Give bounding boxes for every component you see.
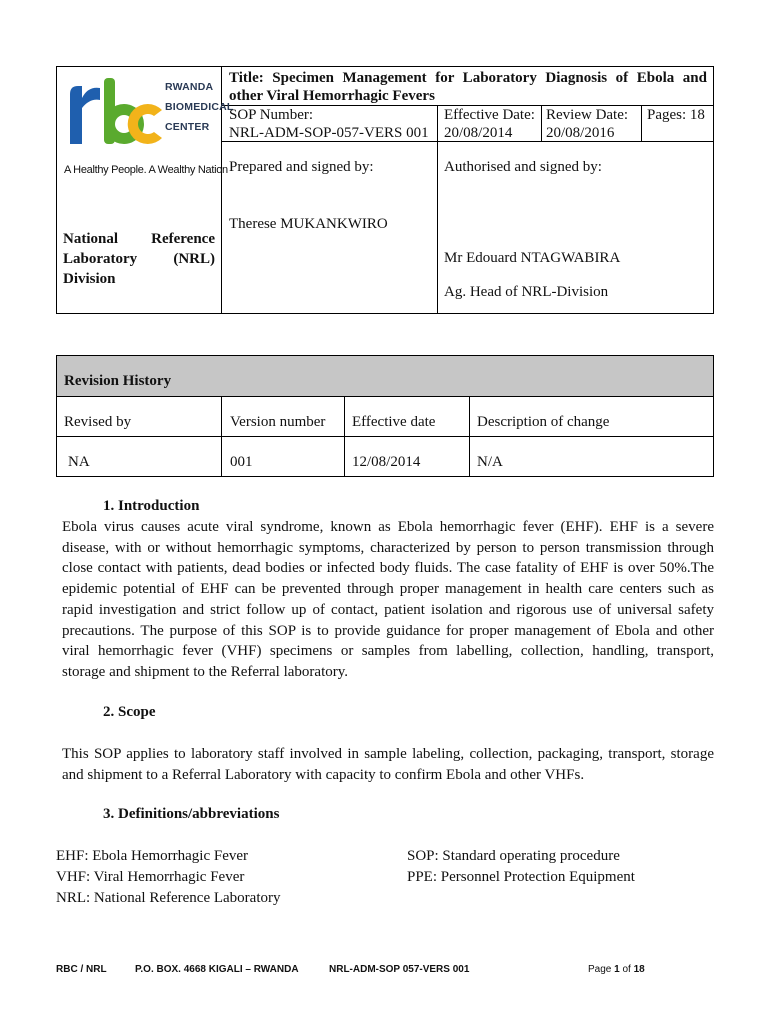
table-cell: N/A — [477, 454, 503, 470]
column-header: Version number — [230, 414, 326, 430]
footer-org: RBC / NRL — [56, 964, 107, 975]
column-header: Description of change — [477, 414, 610, 430]
prepared-by-label: Prepared and signed by: — [229, 159, 374, 175]
definition-item: PPE: Personnel Protection Equipment — [407, 869, 635, 885]
table-divider — [57, 436, 713, 437]
page-count: Pages: 18 — [647, 107, 705, 123]
table-divider — [57, 396, 713, 397]
table-divider — [221, 396, 222, 476]
definition-item: VHF: Viral Hemorrhagic Fever — [56, 869, 245, 885]
introduction-heading: 1. Introduction — [103, 498, 200, 514]
tagline: A Healthy People. A Wealthy Nation — [64, 164, 228, 176]
rbc-logo-mark — [66, 74, 166, 158]
paragraph-line: disease, with or without hemorrhagic symptoms, characterized by person to person transmission through — [62, 539, 714, 556]
authoriser-name: Mr Edouard NTAGWABIRA — [444, 250, 621, 266]
column-header: Revised by — [64, 414, 132, 430]
footer-page-number — [588, 964, 645, 975]
review-date-label: Review Date: — [546, 107, 629, 123]
paragraph-line: This SOP applies to laboratory staff involved in sample labeling, collection, packaging, transport, storage — [62, 746, 714, 762]
scope-paragraph — [62, 744, 714, 785]
introduction-paragraph — [62, 517, 714, 683]
preparer-name: Therese MUKANKWIRO — [229, 216, 388, 232]
revision-history-title: Revision History — [64, 373, 172, 389]
brand-name — [165, 79, 234, 135]
rbc-logo — [66, 74, 166, 163]
scope-heading: 2. Scope — [103, 704, 156, 720]
effective-date-label: Effective Date: — [444, 107, 535, 123]
table-cell: 001 — [230, 454, 253, 470]
sop-number-label: SOP Number: — [229, 107, 314, 123]
paragraph-line: rapid investigation and strict follow up of contact, patient isolation and rigorous use of universal safety — [62, 601, 714, 618]
paragraph-line: storage and shipment to the Referral laboratory. — [62, 663, 349, 680]
table-divider — [344, 396, 345, 476]
definitions-heading: 3. Definitions/abbreviations — [103, 806, 280, 822]
paragraph-line: viral hemorrhagic fever (VHF) specimens or samples from labelling, collection, handling, transport, — [62, 643, 714, 660]
document-title-line1: Title: Specimen Management for Laboratory Diagnosis of Ebola and — [229, 70, 707, 86]
effective-date: 20/08/2014 — [444, 125, 513, 141]
document-title-line2: other Viral Hemorrhagic Fevers — [229, 88, 435, 104]
definitions-list-right — [407, 846, 635, 888]
table-divider — [469, 396, 470, 476]
authorised-by-label: Authorised and signed by: — [444, 159, 602, 175]
review-date: 20/08/2016 — [546, 125, 615, 141]
page-of: of — [622, 964, 631, 975]
footer-address: P.O. BOX. 4668 KIGALI – RWANDA — [135, 964, 299, 975]
revision-history-table — [56, 355, 714, 477]
paragraph-line: close contact with patients, dead bodies or infected body fluids. The case fatality of EHF is over 50%.The — [62, 560, 714, 577]
paragraph-line: Ebola virus causes acute viral syndrome, known as Ebola hemorrhagic fever (EHF). EHF is a severe — [62, 519, 714, 535]
current-page: 1 — [614, 964, 620, 975]
header-divider — [541, 105, 542, 141]
definition-item: NRL: National Reference Laboratory — [56, 890, 281, 906]
authoriser-role: Ag. Head of NRL-Division — [444, 284, 609, 300]
paragraph-line: precautions. The purpose of this SOP is to provide guidance for proper management of Ebola and other — [62, 622, 714, 639]
brand-line: BIOMEDICAL — [165, 101, 234, 113]
page-prefix: Page — [588, 964, 612, 975]
footer-document-id: NRL-ADM-SOP 057-VERS 001 — [329, 964, 470, 975]
paragraph-line: epidemic potential of EHF can be prevented through proper management in health care centers such as — [62, 581, 714, 598]
brand-line: CENTER — [165, 121, 210, 133]
total-pages: 18 — [633, 964, 645, 975]
table-cell: 12/08/2014 — [352, 454, 421, 470]
definition-item: SOP: Standard operating procedure — [407, 848, 620, 864]
brand-line: RWANDA — [165, 81, 214, 93]
table-cell: NA — [68, 454, 90, 470]
definition-item: EHF: Ebola Hemorrhagic Fever — [56, 848, 249, 864]
paragraph-line: and shipment to a Referral Laboratory with capacity to confirm Ebola and other VHFs. — [62, 766, 585, 783]
header-divider — [437, 105, 438, 313]
definitions-list-left — [56, 846, 281, 909]
column-header: Effective date — [352, 414, 436, 430]
division-name: National Reference Laboratory (NRL) Division — [63, 231, 215, 287]
header-divider — [641, 105, 642, 141]
document-header-table — [56, 66, 714, 314]
sop-number: NRL-ADM-SOP-057-VERS 001 — [229, 125, 429, 141]
